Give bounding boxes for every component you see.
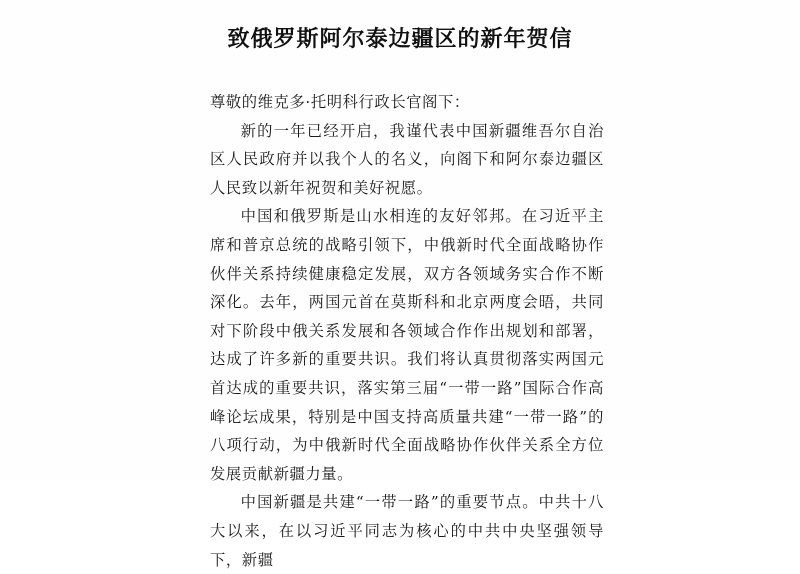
letter-body	[210, 88, 604, 574]
paragraph-relations: 中国和俄罗斯是山水相连的友好邻邦。在习近平主席和普京总统的战略引领下，中俄新时代全面战略协作伙伴关系持续健康稳定发展，双方各领域务实合作不断深化。去年，两国元首在莫斯科和北京两度会晤，共同对下阶段中俄关系发展和各领域合作作出规划和部署，达成了许多新的重要共识。我们将认真贯彻落实两国元首达成的重要共识，落实第三届“一带一路”国际合作高峰论坛成果，特别是中国支持高质量共建“一带一路”的八项行动，为中俄新时代全面战略协作伙伴关系全方位发展贡献新疆力量。	[210, 207, 604, 483]
paragraph-belt-and-road: 中国新疆是共建“一带一路”的重要节点。中共十八大以来，在以习近平同志为核心的中共中央坚强领导下，新疆	[210, 493, 604, 569]
letter-title: 致俄罗斯阿尔泰边疆区的新年贺信	[227, 26, 573, 52]
paragraph-greeting: 新的一年已经开启，我谨代表中国新疆维吾尔自治区人民政府并以我个人的名义，向阁下和阿尔泰边疆区人民致以新年祝贺和美好祝愿。	[210, 121, 604, 197]
salutation: 尊敬的维克多·托明科行政长官阁下：	[210, 93, 470, 111]
